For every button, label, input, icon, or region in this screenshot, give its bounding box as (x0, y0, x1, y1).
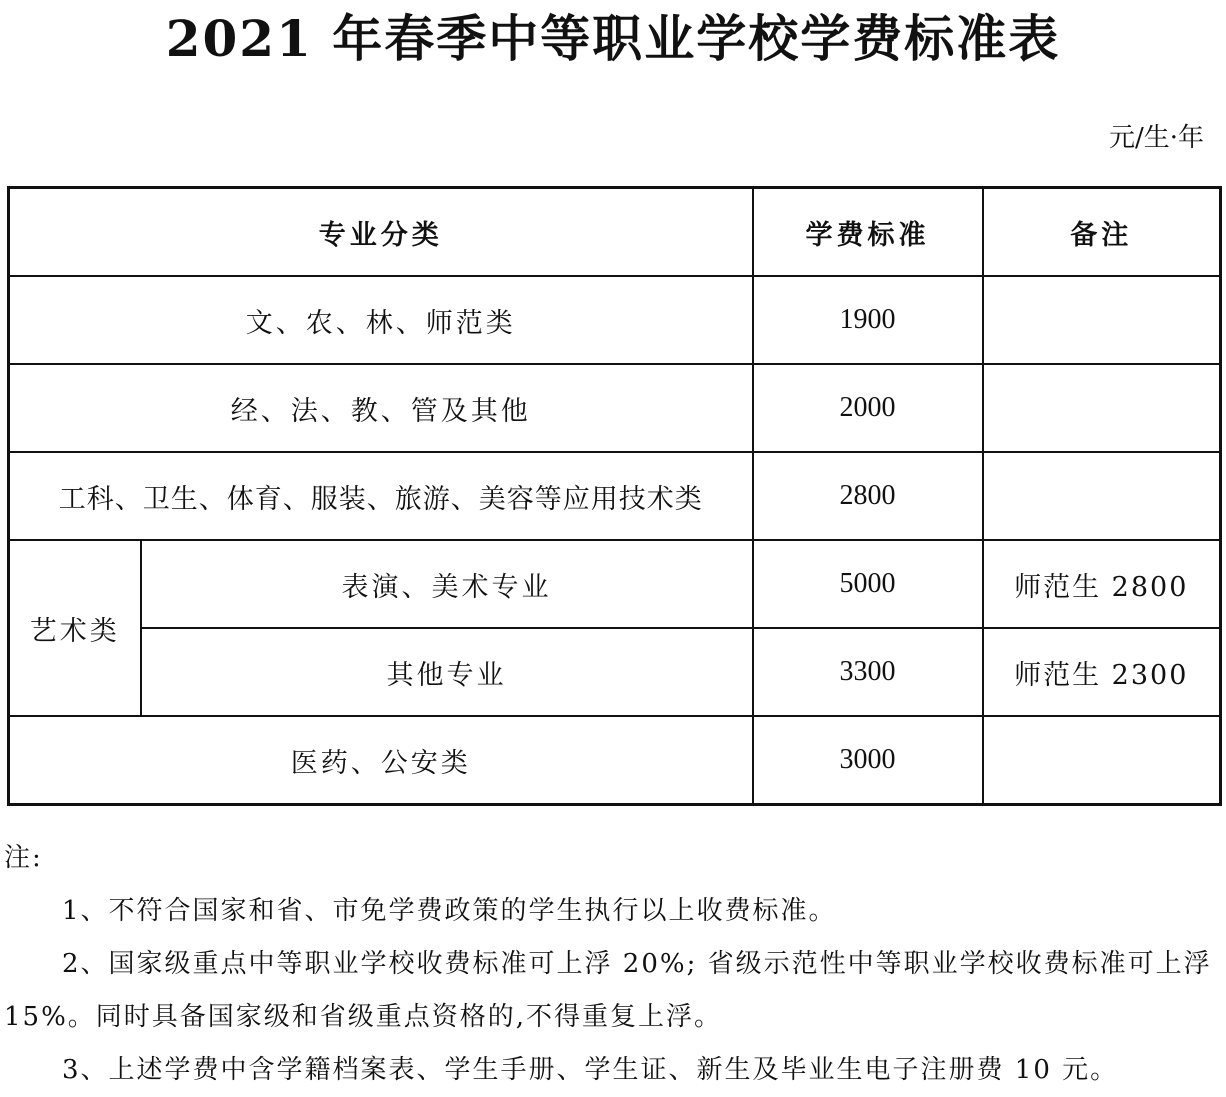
category-cell: 工科、卫生、体育、服装、旅游、美容等应用技术类 (9, 452, 753, 540)
remark-cell: 师范生 2800 (983, 540, 1221, 628)
table-row (9, 540, 1221, 628)
remark-cell (983, 276, 1221, 364)
category-cell: 表演、美术专业 (141, 540, 753, 628)
table-row (9, 716, 1221, 805)
remark-cell (983, 364, 1221, 452)
fee-cell: 3000 (753, 716, 983, 805)
table-header-row (9, 188, 1221, 277)
header-fee: 学费标准 (753, 188, 983, 277)
category-cell: 医药、公安类 (9, 716, 753, 805)
table-row (9, 364, 1221, 452)
fee-cell: 3300 (753, 628, 983, 716)
fee-cell: 5000 (753, 540, 983, 628)
note-item: 2、国家级重点中等职业学校收费标准可上浮 20%; 省级示范性中等职业学校收费标准可上浮 15%。同时具备国家级和省级重点资格的,不得重复上浮。 (4, 949, 1212, 1032)
unit-label: 元/生·年 (1108, 123, 1204, 153)
header-category: 专业分类 (9, 188, 753, 277)
remark-cell (983, 716, 1221, 805)
notes-label: 注: (4, 843, 43, 873)
fee-cell: 1900 (753, 276, 983, 364)
notes-section (4, 832, 1216, 1097)
category-cell: 经、法、教、管及其他 (9, 364, 753, 452)
note-item: 3、上述学费中含学籍档案表、学生手册、学生证、新生及毕业生电子注册费 10 元。 (62, 1055, 1119, 1085)
category-cell: 文、农、林、师范类 (9, 276, 753, 364)
remark-cell (983, 452, 1221, 540)
art-group-cell: 艺术类 (9, 540, 141, 716)
fee-table (7, 186, 1222, 806)
table-row (9, 452, 1221, 540)
header-remark: 备注 (983, 188, 1221, 277)
table-row (9, 276, 1221, 364)
fee-cell: 2000 (753, 364, 983, 452)
category-cell: 其他专业 (141, 628, 753, 716)
fee-cell: 2800 (753, 452, 983, 540)
table-row (9, 628, 1221, 716)
page-title: 2021 年春季中等职业学校学费标准表 (165, 9, 1061, 68)
note-item: 1、不符合国家和省、市免学费政策的学生执行以上收费标准。 (62, 896, 837, 926)
remark-cell: 师范生 2300 (983, 628, 1221, 716)
